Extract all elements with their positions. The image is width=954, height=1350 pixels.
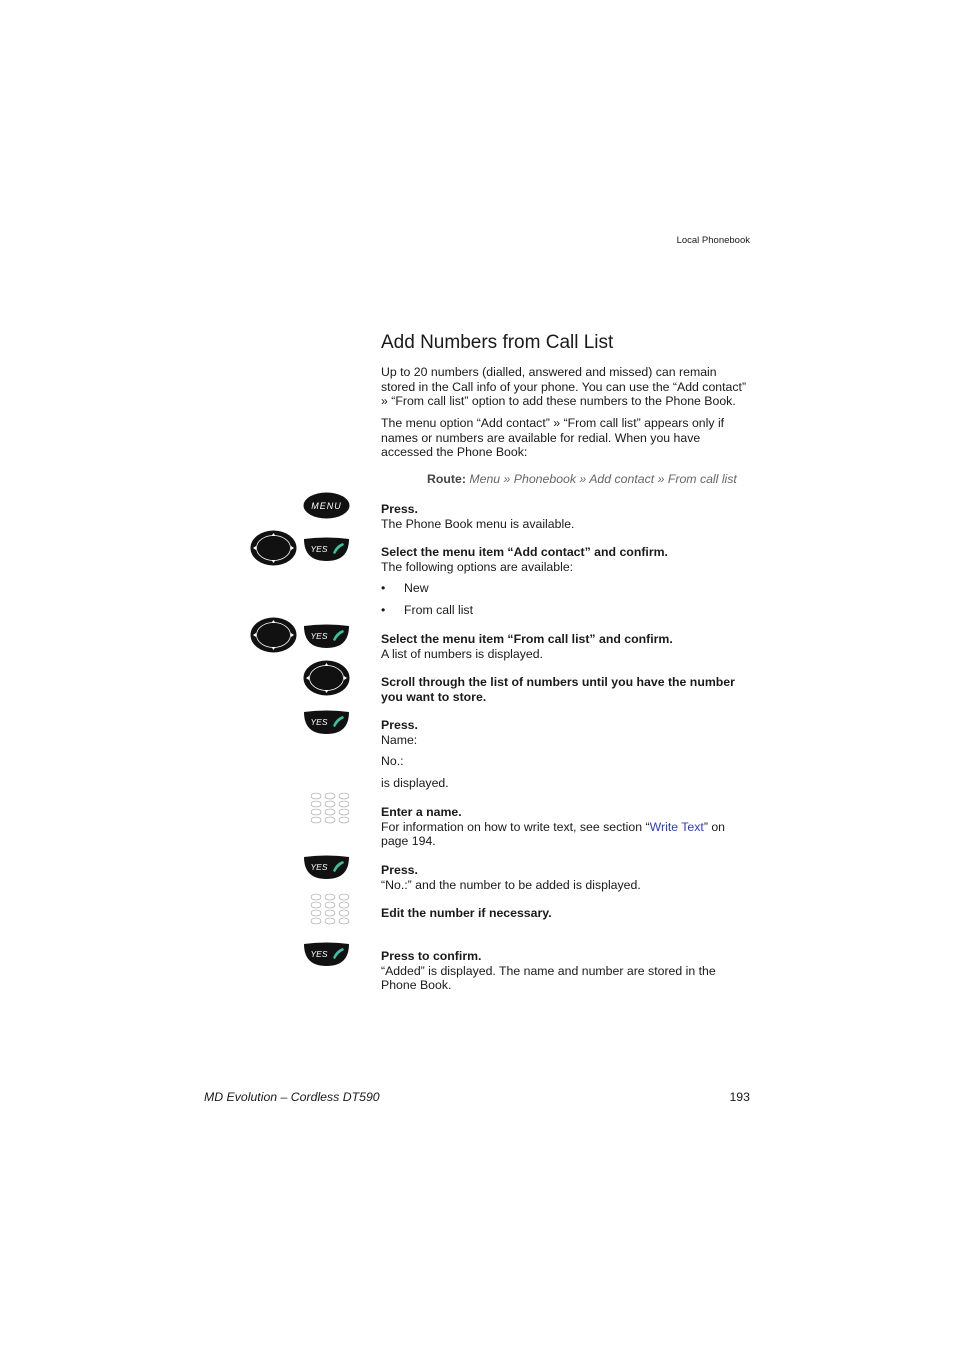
step-6 xyxy=(381,805,751,849)
step-text: “No.:” and the number to be added is displayed. xyxy=(381,877,641,892)
step-line: is displayed. xyxy=(381,775,449,790)
step-8 xyxy=(381,906,751,921)
yes-key-label: YES xyxy=(310,949,328,959)
yes-key-icon xyxy=(303,537,350,562)
page-title: Add Numbers from Call List xyxy=(381,332,614,353)
navigation-key-icon xyxy=(303,660,350,696)
step-7 xyxy=(381,863,751,892)
keypad-icon xyxy=(309,792,351,826)
step-text: A list of numbers is displayed. xyxy=(381,646,543,661)
yes-key-icon xyxy=(303,942,350,967)
page-number: 193 xyxy=(729,1090,750,1104)
intro-paragraph-2: The menu option “Add contact” » “From call list” appears only if names or numbers are available for redial. When you have accessed the Phone Book: xyxy=(381,416,725,460)
keypad-icon xyxy=(309,893,351,927)
step-title: Enter a name. xyxy=(381,805,462,819)
step-line: No.: xyxy=(381,754,404,769)
yes-key-label: YES xyxy=(310,544,328,554)
yes-key-icon xyxy=(303,624,350,649)
yes-key-label: YES xyxy=(310,631,328,641)
step-title: Select the menu item “Add contact” and confirm. xyxy=(381,545,668,559)
step-3 xyxy=(381,632,751,661)
section-header: Local Phonebook xyxy=(676,235,750,246)
step-title: Press. xyxy=(381,502,418,516)
yes-key-icon xyxy=(303,710,350,735)
menu-key-icon xyxy=(303,492,350,519)
route-path: Menu » Phonebook » Add contact » From call list xyxy=(469,472,737,486)
step-title: Select the menu item “From call list” and confirm. xyxy=(381,632,673,646)
step-text: For information on how to write text, see section “ xyxy=(381,819,650,834)
step-title: Press. xyxy=(381,718,418,732)
menu-key-label: MENU xyxy=(311,501,342,511)
option-label: From call list xyxy=(404,603,474,617)
intro-paragraph-1: Up to 20 numbers (dialled, answered and missed) can remain stored in the Call info of your phone. You can use the “Add contact” » “From call list” option to add these numbers to the Phone Book. xyxy=(381,365,747,409)
step-1 xyxy=(381,502,751,531)
route-line xyxy=(427,472,737,486)
step-title: Edit the number if necessary. xyxy=(381,906,552,920)
yes-key-label: YES xyxy=(310,717,328,727)
navigation-key-icon xyxy=(250,617,297,653)
footer-product: MD Evolution – Cordless DT590 xyxy=(204,1090,380,1104)
write-text-link[interactable]: Write Text xyxy=(649,819,704,834)
step-4 xyxy=(381,675,751,704)
route-label: Route: xyxy=(427,472,466,486)
option-item: • New xyxy=(381,581,429,595)
step-title: Scroll through the list of numbers until you have the number you want to store. xyxy=(381,675,735,704)
step-text: “Added” is displayed. The name and number are stored in the Phone Book. xyxy=(381,963,716,993)
step-title: Press to confirm. xyxy=(381,949,482,963)
step-9 xyxy=(381,949,751,993)
option-item: • From call list xyxy=(381,603,474,617)
step-text: The Phone Book menu is available. xyxy=(381,516,575,531)
option-label: New xyxy=(404,581,429,595)
step-title: Press. xyxy=(381,863,418,877)
step-2 xyxy=(381,545,751,574)
yes-key-label: YES xyxy=(310,862,328,872)
step-text: ” on page 194. xyxy=(381,819,726,849)
step-5 xyxy=(381,718,751,790)
navigation-key-icon xyxy=(250,530,297,566)
step-line: Name: xyxy=(381,732,418,747)
step-text: The following options are available: xyxy=(381,559,574,574)
yes-key-icon xyxy=(303,855,350,880)
